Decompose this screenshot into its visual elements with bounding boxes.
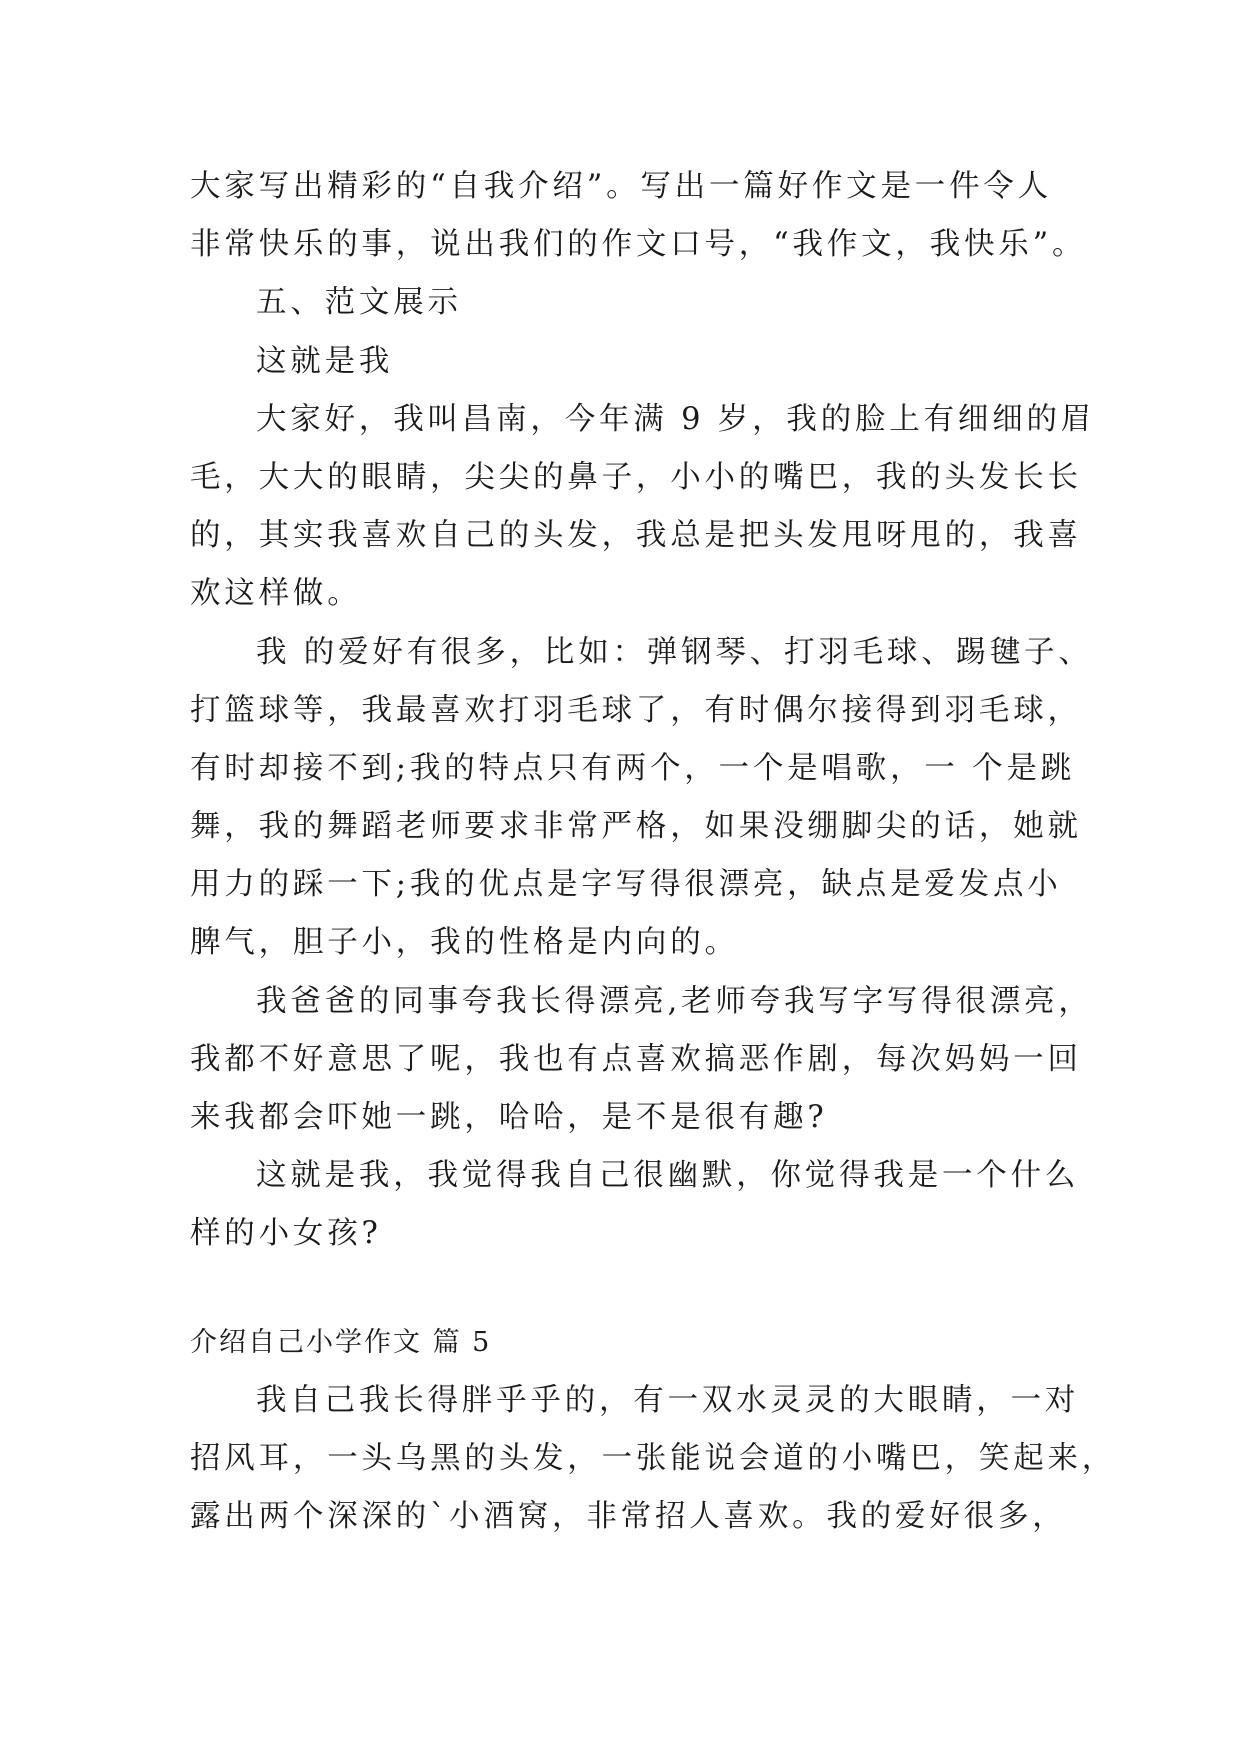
text-line: 用力的踩一下;我的优点是字写得很漂亮，缺点是爱发点小 [190, 867, 1062, 903]
text-line: 我都不好意思了呢，我也有点喜欢搞恶作剧，每次妈妈一回 [190, 1041, 1082, 1077]
text-line: 我爸爸的同事夸我长得漂亮,老师夸我写字写得很漂亮， [256, 983, 1093, 1019]
paragraph-self-description [190, 391, 1096, 624]
text-line: 大家写出精彩的“自我介绍”。写出一篇好作文是一件令人 [190, 169, 1052, 204]
text-line: 招风耳，一头乌黑的头发，一张能说会道的小嘴巴，笑起来， [190, 1440, 1117, 1476]
paragraph-praise [190, 973, 1093, 1148]
text-line: 非常快乐的事，说出我们的作文口号，“我作文，我快乐”。 [190, 227, 1087, 263]
paragraph-writing-slogan [190, 158, 1087, 274]
paragraph-hobbies [190, 624, 1093, 973]
text-line: 有时却接不到;我的特点只有两个，一个是唱歌，一 个是跳 [190, 750, 1076, 786]
document-body [190, 158, 1117, 1546]
heading-sample-essays: 五、范文展示 [256, 285, 462, 321]
text-line: 我自己我长得胖乎乎的，有一双水灵灵的大眼睛，一对 [256, 1382, 1080, 1418]
text-line: 来我都会吓她一跳，哈哈，是不是很有趣? [190, 1100, 828, 1135]
text-line: 露出两个深深的`小酒窝，非常招人喜欢。我的爱好很多， [190, 1498, 1067, 1534]
text-line: 舞，我的舞蹈老师要求非常严格，如果没绷脚尖的话，她就 [190, 809, 1082, 845]
section-title-essay-5: 介绍自己小学作文 篇 5 [190, 1326, 492, 1358]
paragraph-closing [190, 1147, 1080, 1263]
text-line: 大家好，我叫昌南，今年满 9 岁，我的脸上有细细的眉 [256, 401, 1096, 437]
text-line: 打篮球等，我最喜欢打羽毛球了，有时偶尔接得到羽毛球， [190, 692, 1082, 728]
text-line: 这就是我，我觉得我自己很幽默，你觉得我是一个什么 [256, 1158, 1080, 1194]
text-line: 欢这样做。 [190, 576, 362, 612]
text-line: 我 的爱好有很多，比如：弹钢琴、打羽毛球、踢毽子、 [256, 634, 1093, 670]
text-line: 的，其实我喜欢自己的头发，我总是把头发甩呀甩的，我喜 [190, 518, 1082, 554]
paragraph-appearance [190, 1372, 1117, 1547]
text-line: 毛，大大的眼睛，尖尖的鼻子，小小的嘴巴，我的头发长长 [190, 459, 1082, 495]
essay-title: 这就是我 [256, 343, 394, 379]
section-gap [190, 1264, 1060, 1314]
text-line: 样的小女孩? [190, 1216, 382, 1252]
text-line: 脾气，胆子小，我的性格是内向的。 [190, 925, 739, 961]
